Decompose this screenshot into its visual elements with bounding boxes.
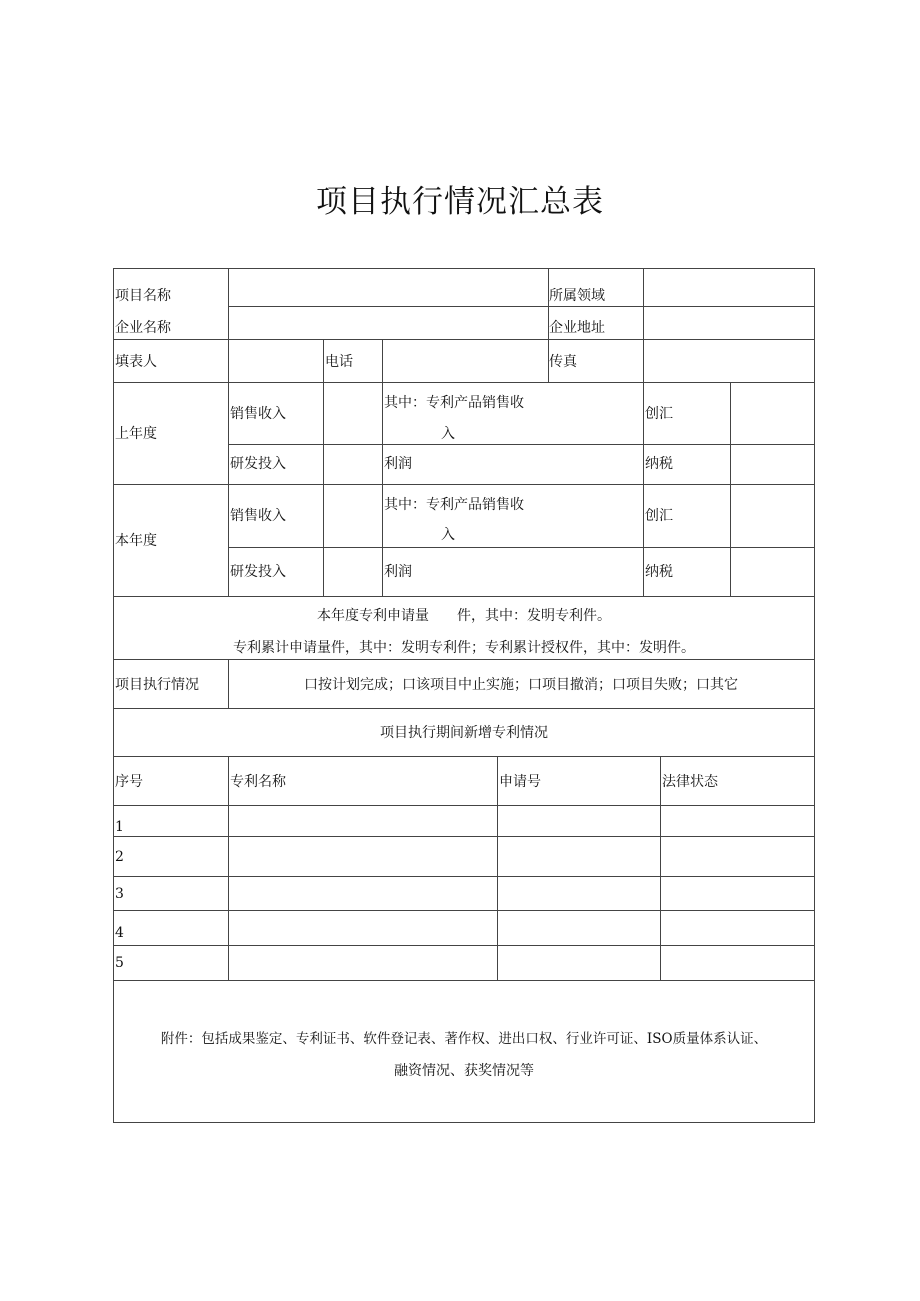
- grid-line: [114, 756, 814, 757]
- col-header-no: 序号: [115, 774, 143, 790]
- summary-form: [113, 268, 815, 1123]
- attachment-note-line1: 附件：包括成果鉴定、专利证书、软件登记表、著作权、进出口权、行业许可证、ISO质量体系认证、: [160, 1031, 768, 1047]
- grid-line: [114, 945, 814, 946]
- grid-line: [730, 382, 731, 596]
- col-header-name: 专利名称: [230, 774, 286, 790]
- grid-line: [228, 547, 814, 548]
- this-year-tax-label: 纳税: [645, 564, 673, 580]
- table-row-no: 2: [115, 849, 124, 865]
- grid-line: [228, 444, 814, 445]
- execution-label: 项目执行情况: [115, 677, 199, 693]
- last-year-profit-label: 利润: [384, 456, 412, 472]
- grid-line: [114, 708, 814, 709]
- col-header-app-no: 申请号: [499, 774, 541, 790]
- grid-line: [114, 910, 814, 911]
- last-year-patent-sales-label: 其中：专利产品销售收: [384, 395, 524, 411]
- grid-line: [114, 876, 814, 877]
- grid-line: [114, 836, 814, 837]
- grid-line: [323, 339, 324, 596]
- execution-options[interactable]: 口按计划完成；口该项目中止实施；口项目撤消；口项目失败；口其它: [304, 677, 738, 693]
- last-year-tax-label: 纳税: [645, 456, 673, 472]
- grid-line: [114, 980, 814, 981]
- grid-line: [114, 382, 814, 383]
- this-year-rd-label: 研发投入: [230, 564, 286, 580]
- table-row-no: 3: [115, 886, 124, 902]
- grid-line: [114, 339, 814, 340]
- grid-line: [229, 306, 659, 307]
- grid-line: [114, 805, 814, 806]
- this-year-profit-label: 利润: [384, 564, 412, 580]
- this-year-patent-sales-label: 其中：专利产品销售收: [384, 497, 524, 513]
- grid-line: [660, 756, 661, 980]
- table-row-no: 5: [115, 955, 124, 971]
- grid-line: [228, 269, 229, 596]
- last-year-sales-label: 销售收入: [230, 406, 286, 422]
- phone-label: 电话: [325, 354, 353, 370]
- last-year-patent-sales-label-wrap: 入: [441, 426, 455, 442]
- company-address-label: 企业地址: [549, 320, 605, 336]
- last-year-rd-label: 研发投入: [230, 456, 286, 472]
- field-label: 所属领域: [549, 288, 605, 304]
- page-title: 项目执行情况汇总表: [316, 184, 604, 220]
- this-year-forex-label: 创汇: [645, 508, 673, 524]
- filler-label: 填表人: [115, 354, 157, 370]
- patent-stats-line2: 专利累计申请量件，其中：发明专利件；专利累计授权件，其中：发明件。: [233, 640, 695, 656]
- grid-line: [114, 659, 814, 660]
- fax-label: 传真: [549, 354, 577, 370]
- grid-line: [497, 756, 498, 980]
- grid-line: [114, 596, 814, 597]
- company-name-label: 企业名称: [115, 320, 171, 336]
- new-patents-heading: 项目执行期间新增专利情况: [380, 725, 548, 741]
- project-name-label: 项目名称: [115, 288, 171, 304]
- this-year-patent-sales-label-wrap: 入: [441, 527, 455, 543]
- table-row-no: 1: [115, 819, 124, 835]
- grid-line: [643, 306, 815, 307]
- patent-stats-line1: 本年度专利申请量 件，其中：发明专利件。: [317, 608, 611, 624]
- grid-line: [114, 484, 814, 485]
- last-year-label: 上年度: [115, 426, 157, 442]
- this-year-label: 本年度: [115, 533, 157, 549]
- last-year-forex-label: 创汇: [645, 406, 673, 422]
- grid-line: [228, 756, 229, 980]
- col-header-status: 法律状态: [662, 774, 718, 790]
- grid-line: [643, 269, 644, 596]
- table-row-no: 4: [115, 925, 124, 941]
- attachment-note-line2: 融资情况、获奖情况等: [394, 1063, 534, 1079]
- grid-line: [382, 339, 383, 596]
- this-year-sales-label: 销售收入: [230, 508, 286, 524]
